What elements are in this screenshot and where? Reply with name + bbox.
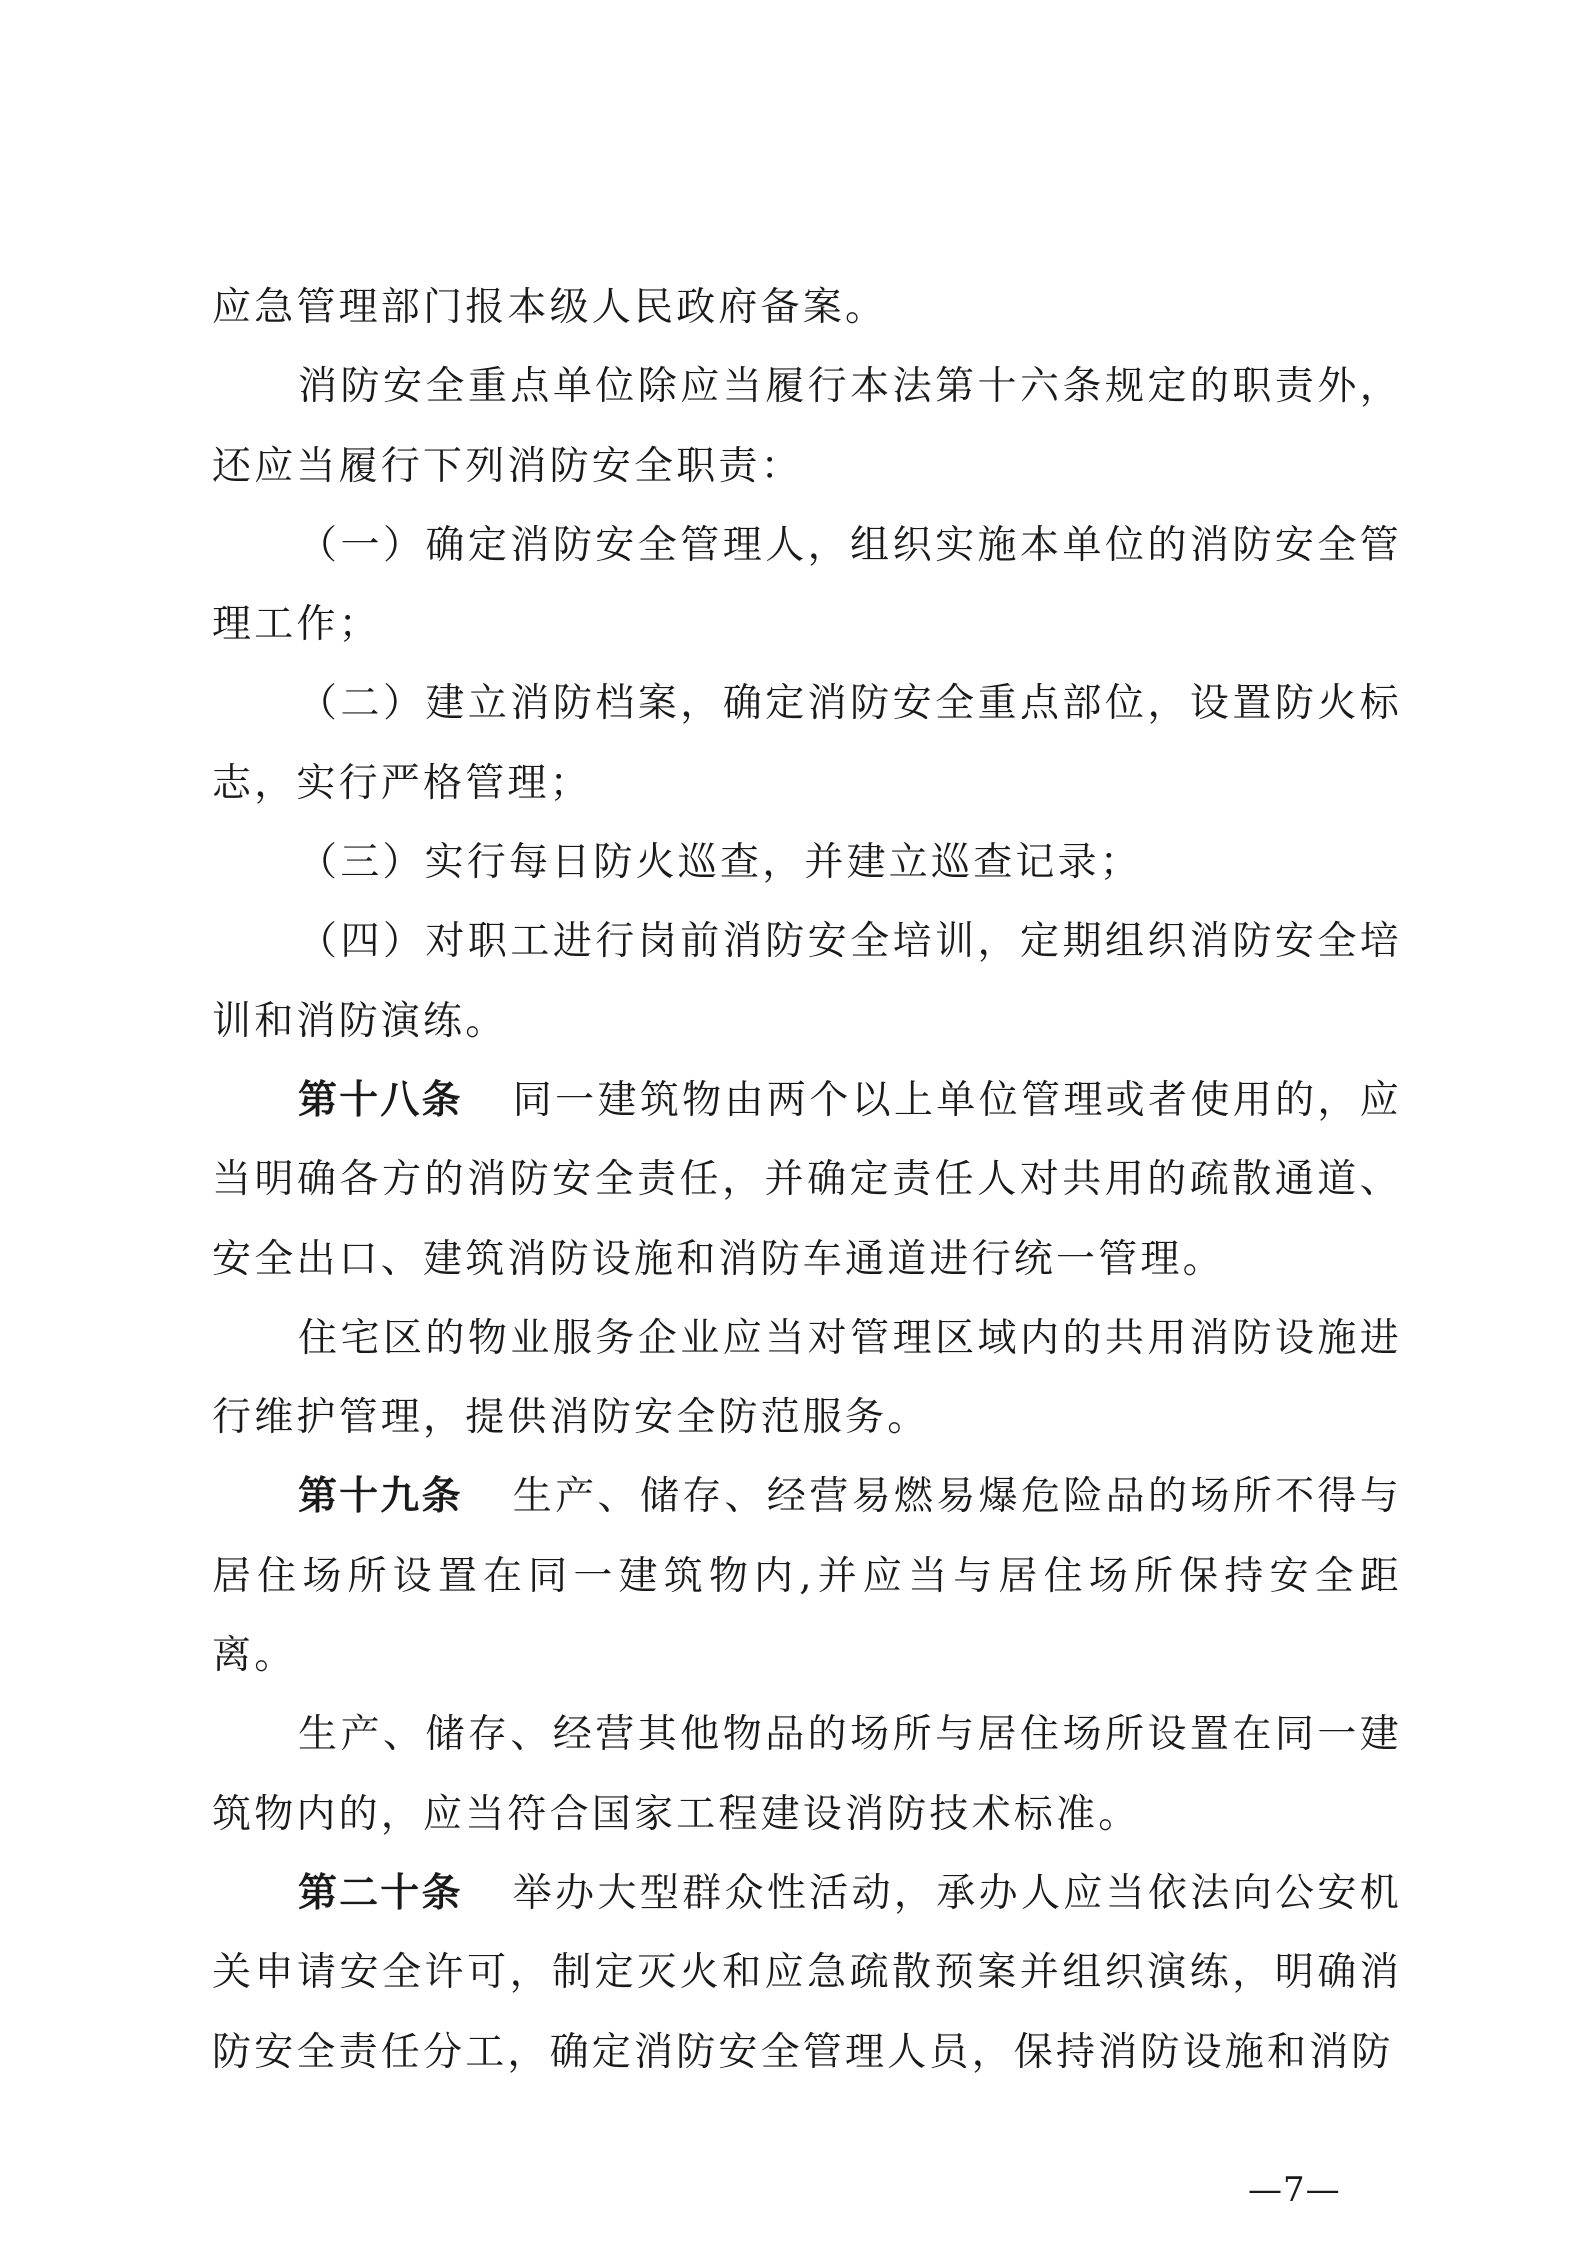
article-19-text: 生产、储存、经营易燃易爆危险品的场所不得与居住场所设置在同一建筑物内,并应当与居住场所保持安全距离。 (212, 1474, 1402, 1679)
paragraph-property-service: 住宅区的物业服务企业应当对管理区域内的共用消防设施进行维护管理，提供消防安全防范服务。 (212, 1315, 1402, 1441)
article-20-number: 第二十条 (298, 1870, 463, 1916)
article-18 (212, 1061, 1402, 1299)
list-item-2: （二）建立消防档案，确定消防安全重点部位，设置防火标志，实行严格管理； (212, 681, 1402, 806)
article-20-text: 举办大型群众性活动，承办人应当依法向公安机关申请安全许可，制定灭火和应急疏散预案并组织演练，明确消防安全责任分工，确定消防安全管理人员，保持消防设施和消防 (212, 1870, 1402, 2075)
document-body (212, 268, 1402, 2092)
paragraph-continuation: 应急管理部门报本级人民政府备案。 (212, 285, 888, 330)
list-item-1: （一）确定消防安全管理人，组织实施本单位的消防安全管理工作； (212, 522, 1402, 648)
article-19 (212, 1457, 1402, 1695)
article-18-text: 同一建筑物由两个以上单位管理或者使用的，应当明确各方的消防安全责任，并确定责任人对共用的疏散通道、安全出口、建筑消防设施和消防车通道进行统一管理。 (212, 1077, 1402, 1282)
list-item-4: （四）对职工进行岗前消防安全培训，定期组织消防安全培训和消防演练。 (212, 919, 1402, 1044)
paragraph-key-unit-duties: 消防安全重点单位除应当履行本法第十六条规定的职责外，还应当履行下列消防安全职责： (212, 364, 1402, 489)
article-19-number: 第十九条 (298, 1474, 463, 1520)
article-18-number: 第十八条 (298, 1077, 463, 1123)
list-item-3: （三）实行每日防火巡查，并建立巡查记录； (298, 840, 1143, 886)
page-number: —7— (1248, 2170, 1341, 2210)
article-20 (212, 1854, 1402, 2092)
paragraph-other-goods: 生产、储存、经营其他物品的场所与居住场所设置在同一建筑物内的，应当符合国家工程建设消防技术标准。 (212, 1712, 1402, 1837)
